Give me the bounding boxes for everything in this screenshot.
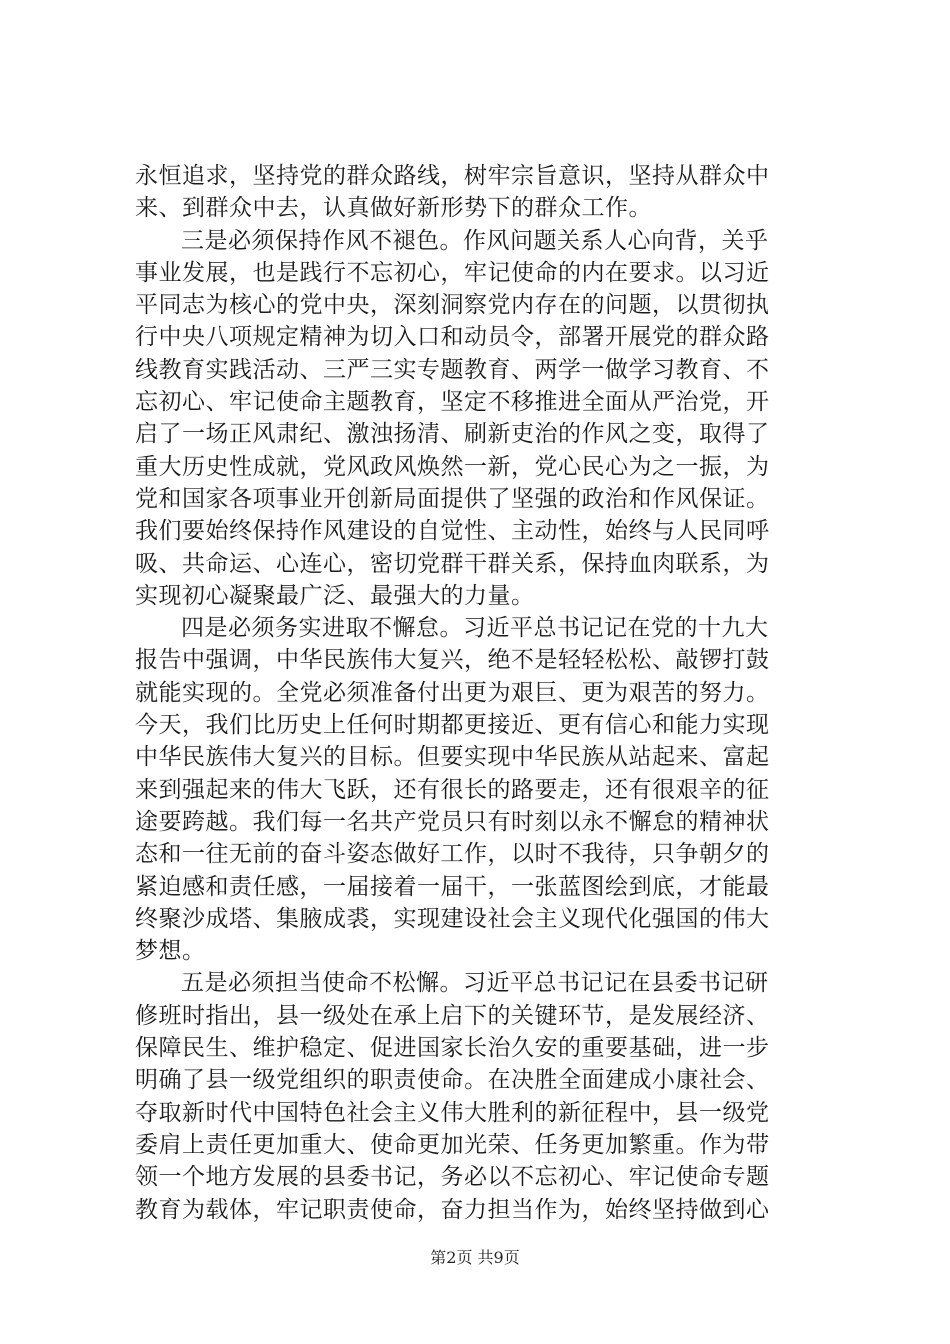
text-line: 永恒追求，坚持党的群众路线，树牢宗旨意识，坚持从群众中	[135, 163, 770, 189]
text-line: 启了一场正风肃纪、激浊扬清、刷新吏治的作风之变，取得了	[135, 421, 770, 448]
text-line: 紧迫感和责任感，一届接着一届干，一张蓝图绘到底，才能最	[135, 873, 770, 900]
text-line: 吸、共命运、心连心，密切党群干群关系，保持血肉联系，为	[135, 550, 770, 577]
text-line: 我们要始终保持作风建设的自觉性、主动性，始终与人民同呼	[135, 518, 770, 545]
text-line: 态和一往无前的奋斗姿态做好工作，以时不我待，只争朝夕的	[135, 841, 770, 868]
text-line: 梦想。	[135, 938, 206, 965]
text-line: 途要跨越。我们每一名共产党员只有时刻以永不懈怠的精神状	[135, 808, 770, 835]
text-line: 来到强起来的伟大飞跃，还有很长的路要走，还有很艰辛的征	[135, 776, 770, 803]
text-line: 明确了县一级党组织的职责使命。在决胜全面建成小康社会、	[135, 1067, 770, 1094]
text-line: 线教育实践活动、三严三实专题教育、两学一做学习教育、不	[135, 356, 770, 383]
text-line: 实现初心凝聚最广泛、最强大的力量。	[135, 582, 535, 609]
text-line: 平同志为核心的党中央，深刻洞察党内存在的问题，以贯彻执	[135, 292, 770, 319]
text-line: 来、到群众中去，认真做好新形势下的群众工作。	[135, 195, 652, 222]
body-text	[135, 160, 825, 1226]
text-line: 报告中强调，中华民族伟大复兴，绝不是轻轻松松、敲锣打鼓	[135, 647, 770, 674]
text-line: 领一个地方发展的县委书记，务必以不忘初心、牢记使命专题	[135, 1164, 770, 1191]
text-line: 党和国家各项事业开创新局面提供了坚强的政治和作风保证。	[135, 485, 770, 512]
text-line: 行中央八项规定精神为切入口和动员令，部署开展党的群众路	[135, 324, 770, 351]
text-line: 三是必须保持作风不褪色。作风问题关系人心向背，关乎	[181, 227, 769, 254]
text-line: 终聚沙成塔、集腋成裘，实现建设社会主义现代化强国的伟大	[135, 905, 770, 932]
text-line: 今天，我们比历史上任何时期都更接近、更有信心和能力实现	[135, 712, 770, 739]
page-footer: 第2页 共9页	[430, 1248, 520, 1267]
text-line: 修班时指出，县一级处在承上启下的关键环节，是发展经济、	[135, 1002, 770, 1029]
text-line: 教育为载体，牢记职责使命，奋力担当作为，始终坚持做到心	[135, 1196, 770, 1223]
text-line: 委肩上责任更加重大、使命更加光荣、任务更加繁重。作为带	[135, 1131, 770, 1158]
text-line: 五是必须担当使命不松懈。习近平总书记记在县委书记研	[181, 970, 769, 997]
text-line: 忘初心、牢记使命主题教育，坚定不移推进全面从严治党，开	[135, 389, 770, 416]
text-line: 事业发展，也是践行不忘初心，牢记使命的内在要求。以习近	[135, 259, 770, 286]
text-line: 四是必须务实进取不懈怠。习近平总书记记在党的十九大	[181, 615, 769, 642]
text-line: 重大历史性成就，党风政风焕然一新，党心民心为之一振，为	[135, 453, 770, 480]
text-line: 保障民生、维护稳定、促进国家长治久安的重要基础，进一步	[135, 1035, 770, 1062]
text-line: 就能实现的。全党必须准备付出更为艰巨、更为艰苦的努力。	[135, 679, 770, 706]
text-line: 中华民族伟大复兴的目标。但要实现中华民族从站起来、富起	[135, 744, 770, 771]
text-line: 夺取新时代中国特色社会主义伟大胜利的新征程中，县一级党	[135, 1099, 770, 1126]
